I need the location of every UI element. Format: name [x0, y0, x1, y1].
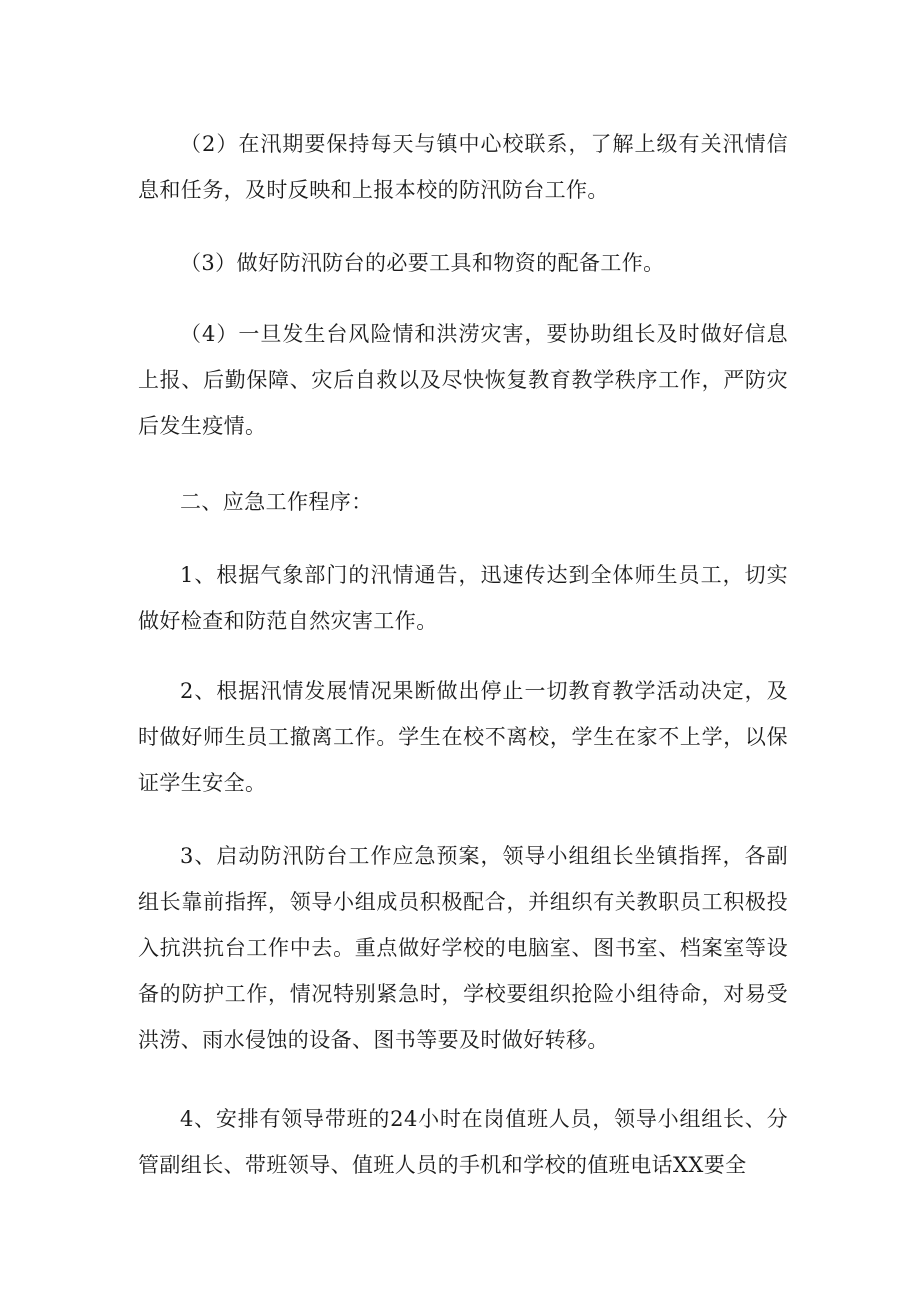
paragraph-step-2: 2、根据汛情发展情况果断做出停止一切教育教学活动决定，及时做好师生员工撤离工作。学生在校不离校，学生在家不上学，以保证学生安全。	[138, 679, 788, 795]
section-heading-emergency-procedure: 二、应急工作程序：	[180, 490, 373, 514]
paragraph-step-1: 1、根据气象部门的汛情通告，迅速传达到全体师生员工，切实做好检查和防范自然灾害工作。	[138, 563, 788, 633]
paragraph-item-3: （3）做好防汛防台的必要工具和物资的配备工作。	[180, 251, 665, 275]
paragraph-step-3: 3、启动防汛防台工作应急预案，领导小组组长坐镇指挥，各副组长靠前指挥，领导小组成员积极配合，并组织有关教职员工积极投入抗洪抗台工作中去。重点做好学校的电脑室、图书室、档案室等设备的防护工作，情况特别紧急时，学校要组织抢险小组待命，对易受洪涝、雨水侵蚀的设备、图书等要及时做好转移。	[138, 844, 788, 1052]
paragraph-item-4: （4）一旦发生台风险情和洪涝灾害，要协助组长及时做好信息上报、后勤保障、灾后自救以及尽快恢复教育教学秩序工作，严防灾后发生疫情。	[138, 322, 788, 438]
paragraph-item-2: （2）在汛期要保持每天与镇中心校联系，了解上级有关汛情信息和任务，及时反映和上报本校的防汛防台工作。	[138, 132, 788, 202]
paragraph-step-4: 4、安排有领导带班的24小时在岗值班人员，领导小组组长、分管副组长、带班领导、值班人员的手机和学校的值班电话XX要全	[138, 1107, 788, 1177]
